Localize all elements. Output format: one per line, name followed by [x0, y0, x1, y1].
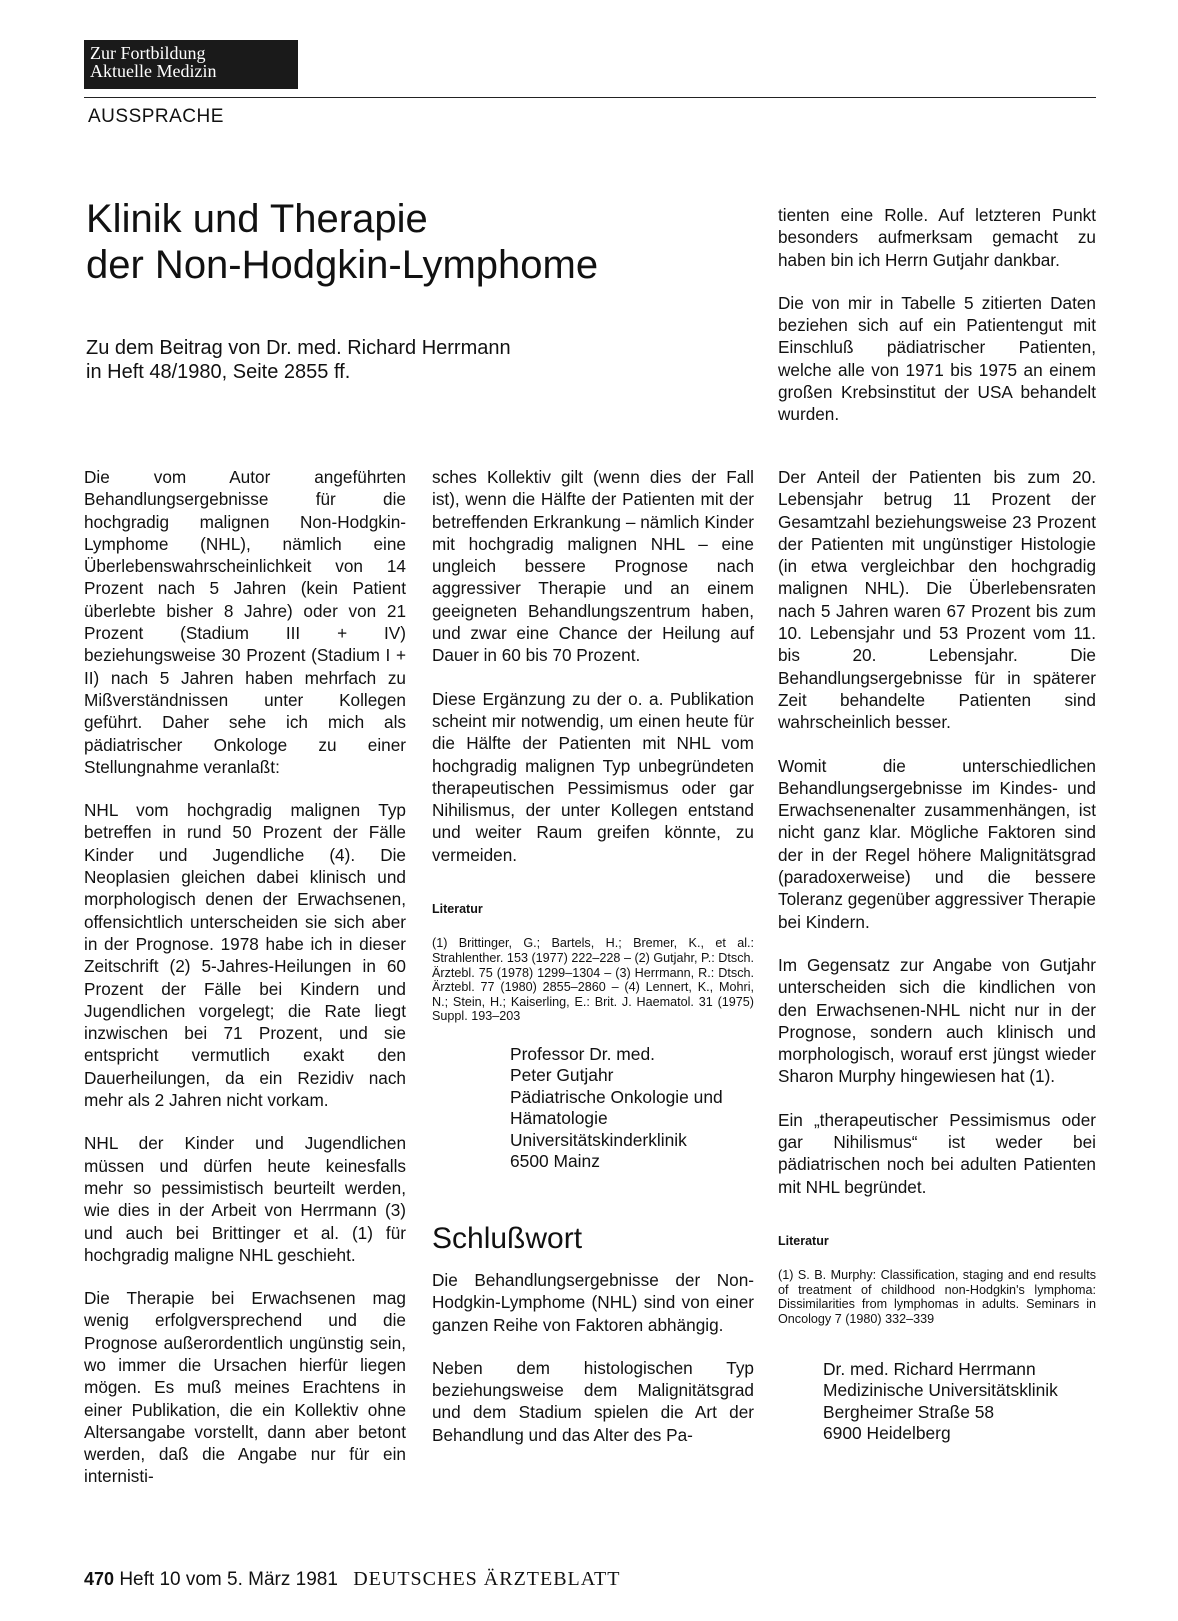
- address-line: Professor Dr. med.: [510, 1043, 655, 1064]
- paragraph: Neben dem histologischen Typ beziehungsweise dem Malignitätsgrad und dem Stadium spielen die Art der Behandlung und das Alter des Pa-: [432, 1357, 754, 1445]
- column-2: [432, 466, 754, 1467]
- paragraph: Der Anteil der Patienten bis zum 20. Lebensjahr betrug 11 Prozent der Gesamtzahl beziehungsweise 23 Prozent der Patienten mit ungünstiger Histologie (in etwa vergleichbar den hochgradig malignen NHL). Die Überlebensraten nach 5 Jahren waren 67 Prozent bis zum 10. Lebensjahr und 53 Prozent vom 11. bis 20. Lebensjahr. Die Behandlungsergebnisse für in späterer Zeit behandelte Patienten sind wahrscheinlich besser.: [778, 467, 1096, 733]
- rubric-line-2: Aktuelle Medizin: [90, 61, 217, 81]
- journal-name: DEUTSCHES ÄRZTEBLATT: [353, 1568, 621, 1590]
- address-line: Hämatologie: [510, 1108, 608, 1129]
- paragraph: NHL der Kinder und Jugendlichen müssen und dürfen heute keinesfalls mehr so pessimistisch beurteilt werden, wie dies in der Arbeit von Herrmann (3) und auch bei Brittinger et al. (1) für hochgradig maligne NHL geschieht.: [84, 1133, 406, 1265]
- references-heading: Literatur: [432, 902, 483, 917]
- closing-heading: Schlußwort: [432, 1221, 583, 1255]
- title-line-1: Klinik und Therapie: [86, 197, 428, 241]
- header-rule: [84, 97, 1096, 98]
- paragraph: sches Kollektiv gilt (wenn dies der Fall ist), wenn die Hälfte der Patienten mit der betreffenden Erkrankung – nämlich Kinder mit hochgradig malignen NHL – eine ungleich bessere Prognose nach aggressiver Therapie und an einem geeigneten Behandlungszentrum haben, und zwar eine Chance der Heilung auf Dauer in 60 bis 70 Prozent.: [432, 467, 754, 666]
- column-1: [84, 466, 406, 1509]
- column-3: [778, 466, 1096, 1445]
- title-line-2: der Non-Hodgkin-Lymphome: [86, 243, 599, 287]
- page-footer: [84, 1568, 620, 1591]
- paragraph: Die von mir in Tabelle 5 zitierten Daten beziehen sich auf ein Patientengut mit Einschluß pädiatrischer Patienten, welche alle von 1971 bis 1975 an einem großen Krebsinstitut der USA behandelt wurden.: [778, 292, 1096, 425]
- paragraph: Die vom Autor angeführten Behandlungsergebnisse für die hochgradig malignen Non-Hodgkin-Lymphome (NHL), nämlich eine Überlebenswahrscheinlichkeit von 14 Prozent nach 5 Jahren (kein Patient überlebte bisher 8 Jahre) oder von 21 Prozent (Stadium III + IV) beziehungsweise 30 Prozent (Stadium I + II) nach 5 Jahren haben mehrfach zu Mißverständnissen unter Kollegen geführt. Daher sehe ich mich als pädiatrischer Onkologe zu einer Stellungnahme veranlaßt:: [84, 467, 406, 777]
- subtitle-line-2: in Heft 48/1980, Seite 2855 ff.: [86, 361, 351, 383]
- paragraph: Die Therapie bei Erwachsenen mag wenig erfolgversprechend und die Prognose außerordentlich ungünstig sein, wo immer die Ursachen hierfür liegen mögen. Es muß meines Erachtens in einer Publikation, die ein Kollektiv ohne Altersangabe vorstellt, dann aber betont werden, daß die Angabe nur für ein internisti-: [84, 1288, 406, 1487]
- address-line: Bergheimer Straße 58: [823, 1401, 995, 1422]
- paragraph: Womit die unterschiedlichen Behandlungsergebnisse im Kindes- und Erwachsenenalter zusammenhängen, ist nicht ganz klar. Mögliche Faktoren sind der in der Regel höhere Malignitätsgrad (paradoxerweise) und die bessere Toleranz gegenüber aggressiver Therapie bei Kindern.: [778, 755, 1096, 932]
- section-label: AUSSPRACHE: [88, 106, 224, 127]
- paragraph: Im Gegensatz zur Angabe von Gutjahr unterscheiden sich die kindlichen von den Erwachsenen-NHL nicht nur in der Prognose, sondern auch klinisch und morphologisch, worauf erst jüngst wieder Sharon Murphy hingewiesen hat (1).: [778, 954, 1096, 1087]
- paragraph: Die Behandlungsergebnisse der Non-Hodgkin-Lymphome (NHL) sind von einer ganzen Reihe von Faktoren abhängig.: [432, 1269, 754, 1335]
- address-line: Peter Gutjahr: [510, 1065, 614, 1086]
- paragraph: NHL vom hochgradig malignen Typ betreffen in rund 50 Prozent der Fälle Kinder und Jugendliche (4). Die Neoplasien gleichen dabei klinisch und morphologisch denen der Erwachsenen, offensichtlich unterscheiden sie sich aber in der Prognose. 1978 habe ich in dieser Zeitschrift (2) 5-Jahres-Heilungen in 60 Prozent der Fälle bei Kindern und Jugendlichen vorgelegt; die Rate liegt inzwischen bei 71 Prozent, und sie entspricht vermutlich exakt den Dauerheilungen, da ein Rezidiv nach mehr als 2 Jahren nicht vorkam.: [84, 800, 406, 1111]
- address-line: Dr. med. Richard Herrmann: [823, 1358, 1036, 1379]
- article-title: [86, 196, 598, 288]
- article-subtitle: [86, 336, 511, 384]
- rubric-badge: [84, 40, 298, 89]
- references-text: (1) S. B. Murphy: Classification, staging and end results of treatment of childhood non-Hodgkin's lymphoma: Dissimilarities from lymphomas in adults. Seminars in Oncology 7 (1980) 332–339: [778, 1268, 1096, 1326]
- page-number: 470: [84, 1569, 115, 1589]
- address-line: Pädiatrische Onkologie und: [510, 1086, 723, 1107]
- author-address: [510, 1044, 754, 1173]
- author-address: [823, 1359, 1096, 1445]
- references-text: (1) Brittinger, G.; Bartels, H.; Bremer, K., et al.: Strahlenther. 153 (1977) 222–228 – (2) Gutjahr, P.: Dtsch. Ärztebl. 75 (1978) 1299–1304 – (3) Herrmann, R.: Dtsch. Ärztebl. 77 (1980) 2855–2860 – (4) Lennert, K., Mohri, N.; Stein, H.; Kaiserling, E.: Brit. J. Haematol. 31 (1975) Suppl. 193–203: [432, 936, 754, 1024]
- subtitle-line-1: Zu dem Beitrag von Dr. med. Richard Herrmann: [86, 337, 511, 359]
- address-line: 6500 Mainz: [510, 1151, 600, 1172]
- rubric-line-1: Zur Fortbildung: [90, 43, 206, 63]
- issue-info: Heft 10 vom 5. März 1981: [119, 1569, 338, 1590]
- column-3-top: [778, 204, 1096, 447]
- address-line: Medizinische Universitätsklinik: [823, 1380, 1058, 1401]
- paragraph: Diese Ergänzung zu der o. a. Publikation scheint mir notwendig, um einen heute für die Hälfte der Patienten mit NHL vom hochgradig malignen Typ unbegründeten therapeutischen Pessimismus oder gar Nihilismus, der unter Kollegen entstand und weiter Raum greifen könnte, zu vermeiden.: [432, 688, 754, 865]
- address-line: 6900 Heidelberg: [823, 1423, 951, 1444]
- paragraph: Ein „therapeutischer Pessimismus oder gar Nihilismus“ ist weder bei pädiatrischen noch bei adulten Patienten mit NHL begründet.: [778, 1109, 1096, 1197]
- references-heading: Literatur: [778, 1233, 829, 1248]
- address-line: Universitätskinderklinik: [510, 1129, 687, 1150]
- paragraph: tienten eine Rolle. Auf letzteren Punkt besonders aufmerksam gemacht zu haben bin ich Herrn Gutjahr dankbar.: [778, 205, 1096, 270]
